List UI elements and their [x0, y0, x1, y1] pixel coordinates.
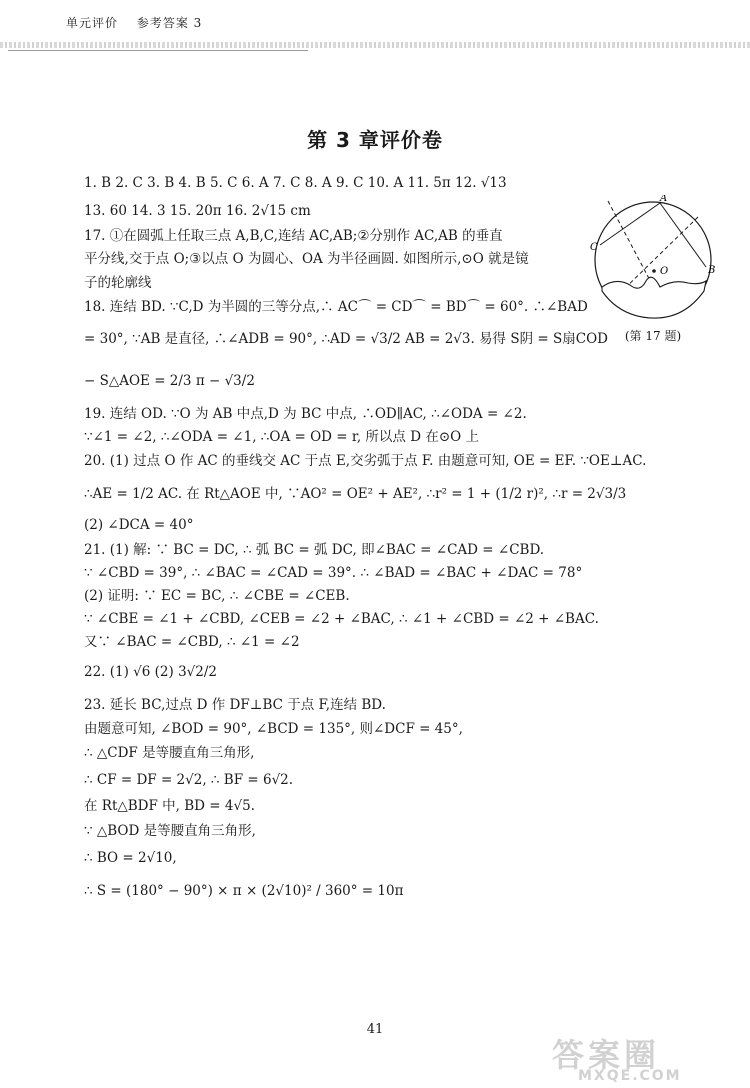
- label-a: A: [660, 195, 668, 204]
- header-rule: [0, 42, 750, 48]
- answer-line: 22. (1) √6 (2) 3√2/2: [84, 664, 217, 680]
- figure-17: [588, 195, 718, 355]
- answer-line: 子的轮廓线: [84, 275, 152, 291]
- answer-line: 1. B 2. C 3. B 4. B 5. C 6. A 7. C 8. A 9. C 10. A 11. 5π 12. √13: [84, 175, 507, 191]
- answer-line: 19. 连结 OD. ∵O 为 AB 中点,D 为 BC 中点, ∴OD∥AC, ∴∠ODA = ∠2.: [84, 406, 527, 422]
- page-header: [66, 14, 216, 31]
- answer-line: ∵ ∠CBE = ∠1 + ∠CBD, ∠CEB = ∠2 + ∠BAC, ∴ ∠1 + ∠CBD = ∠2 + ∠BAC.: [84, 611, 599, 627]
- page-number: 41: [366, 1022, 384, 1037]
- header-rule-thin: [8, 50, 308, 51]
- page-title: 第 3 章评价卷: [307, 128, 443, 152]
- answer-line: 17. ①在圆弧上任取三点 A,B,C,连结 AC,AB;②分别作 AC,AB 的垂直: [84, 228, 503, 244]
- answer-line: (2) 证明: ∵ EC = BC, ∴ ∠CBE = ∠CEB.: [84, 588, 350, 604]
- answer-line: ∴ △CDF 是等腰直角三角形,: [84, 745, 255, 761]
- answer-line: 20. (1) 过点 O 作 AC 的垂线交 AC 于点 E,交劣弧于点 F. 由题意可知, OE = EF. ∵OE⊥AC.: [84, 453, 647, 469]
- answer-line: 21. (1) 解: ∵ BC = DC, ∴ 弧 BC = 弧 DC, 即∠BAC = ∠CAD = ∠CBD.: [84, 542, 545, 558]
- center-point: [652, 269, 656, 273]
- label-o: O: [660, 266, 669, 277]
- header-subtitle: 参考答案 3: [136, 16, 203, 30]
- answer-line: ∵ ∠CBD = 39°, ∴ ∠BAC = ∠CAD = 39°. ∴ ∠BAD = ∠BAC + ∠DAC = 78°: [84, 565, 583, 581]
- watermark-logo: [552, 1030, 742, 1086]
- answer-line: 由题意可知, ∠BOD = 90°, ∠BCD = 135°, 则∠DCF = 45°,: [84, 721, 463, 737]
- broken-mirror-edge: [602, 277, 706, 318]
- answer-line: ∵ △BOD 是等腰直角三角形,: [84, 823, 256, 839]
- answer-line: − S△AOE = 2/3 π − √3/2: [84, 373, 255, 389]
- answer-line: 23. 延长 BC,过点 D 作 DF⊥BC 于点 F,连结 BD.: [84, 697, 386, 713]
- chord-ac: [600, 203, 660, 245]
- label-c: C: [590, 242, 598, 253]
- answer-line: 18. 连结 BD. ∵C,D 为半圆的三等分点,∴ AC⌒ = CD⌒ = BD⌒ = 60°. ∴∠BAD: [84, 299, 588, 315]
- answer-line: ∵∠1 = ∠2, ∴∠ODA = ∠1, ∴OA = OD = r, 所以点 D 在⊙O 上: [84, 429, 480, 445]
- header-section: 单元评价: [66, 16, 119, 30]
- answer-line: ∴ BO = 2√10,: [84, 850, 177, 866]
- figure-caption: (第 17 题): [624, 329, 682, 343]
- answer-line: (2) ∠DCA = 40°: [84, 517, 194, 533]
- answer-line: ∴AE = 1/2 AC. 在 Rt△AOE 中, ∵AO² = OE² + AE², ∴r² = 1 + (1/2 r)², ∴r = 2√3/3: [84, 486, 627, 502]
- answer-line: 平分线,交于点 O;③以点 O 为圆心、OA 为半径画圆. 如图所示,⊙O 就是镜: [84, 251, 529, 267]
- circle-diagram: [588, 195, 718, 325]
- answer-line: ∴ S = (180° − 90°) × π × (2√10)² / 360° = 10π: [84, 883, 404, 899]
- answer-line: ∴ CF = DF = 2√2, ∴ BF = 6√2.: [84, 772, 294, 788]
- watermark-latin: MXQE.COM: [578, 1068, 682, 1084]
- answer-line: = 30°, ∵AB 是直径, ∴∠ADB = 90°, ∴AD = √3/2 AB = 2√3. 易得 S阴 = S扇COD: [84, 331, 608, 347]
- chord-ab: [660, 203, 706, 267]
- label-b: B: [708, 265, 716, 276]
- answer-line: 又∵ ∠BAC = ∠CBD, ∴ ∠1 = ∠2: [84, 634, 300, 650]
- answer-line: 13. 60 14. 3 15. 20π 16. 2√15 cm: [84, 203, 311, 219]
- watermark-chinese: 答案圈: [552, 1036, 661, 1074]
- answer-line: 在 Rt△BDF 中, BD = 4√5.: [84, 798, 255, 814]
